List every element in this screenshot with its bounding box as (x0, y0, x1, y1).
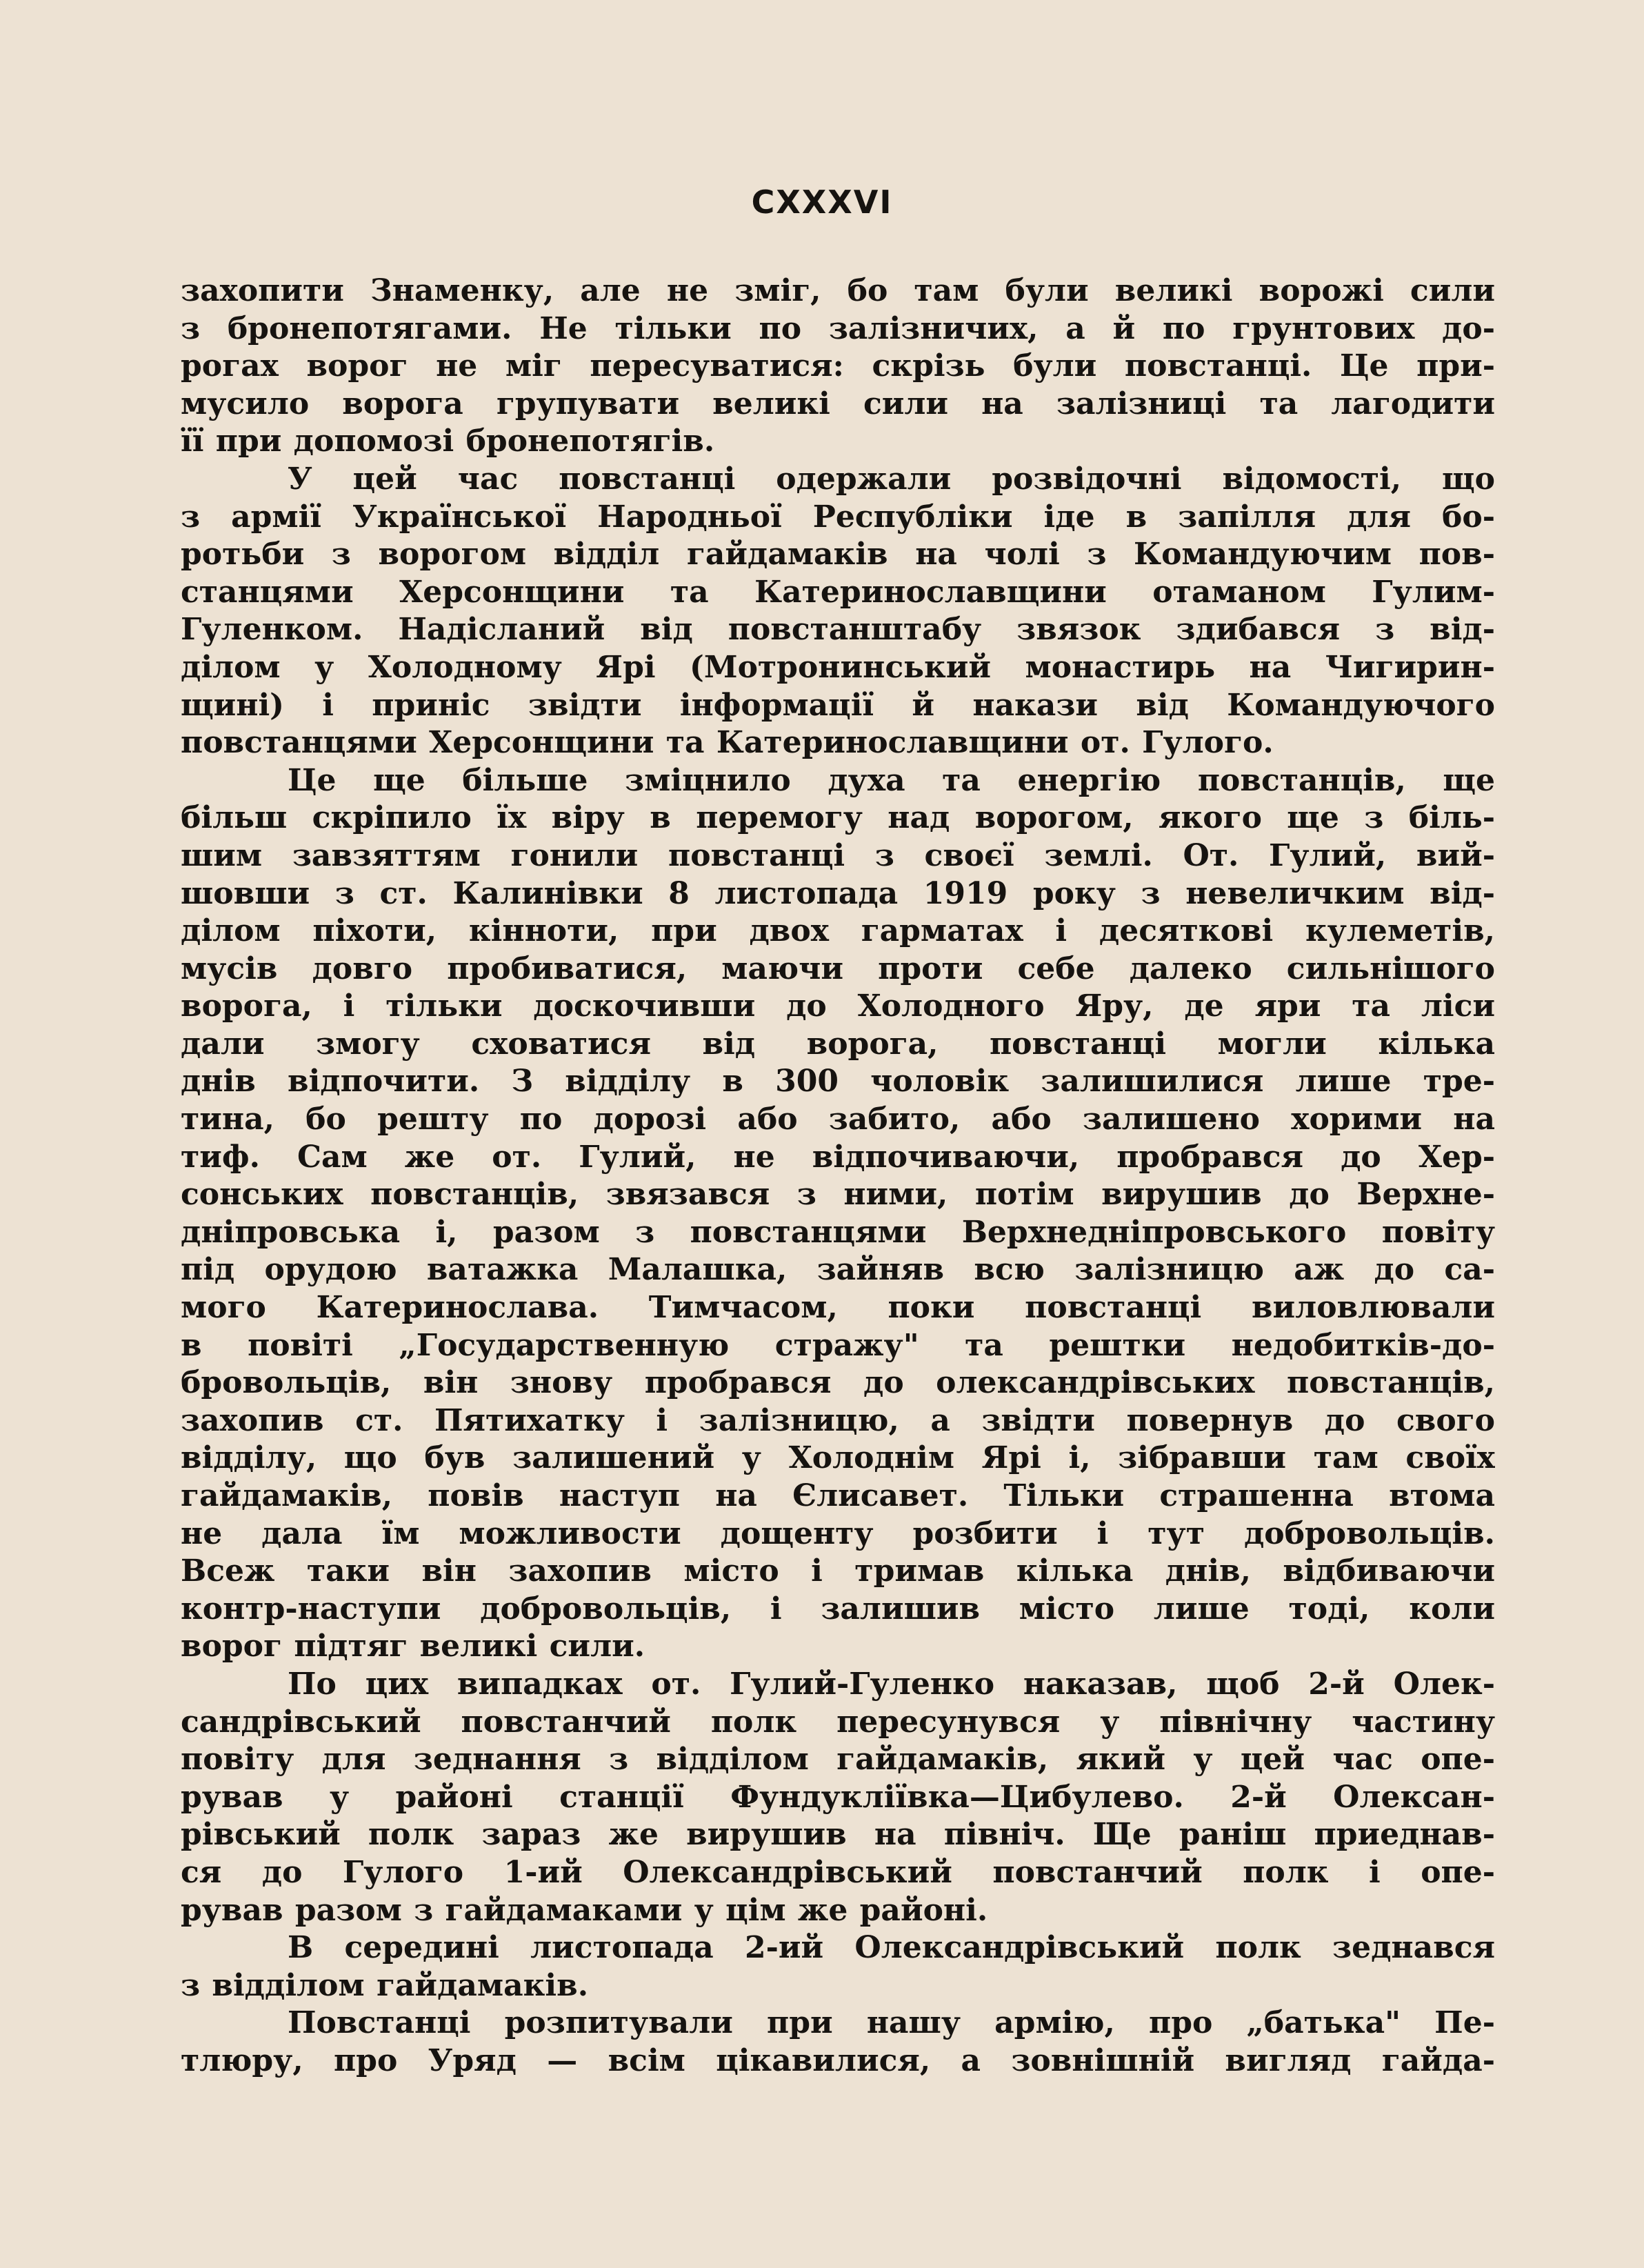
text-line: ворога, і тільки доскочивши до Холодного Яру, де яри та ліси (181, 988, 1495, 1024)
text-line: з відділом гайдамаків. (181, 1967, 589, 2003)
text-line: сандрівський повстанчий полк пересунувся у північну частину (181, 1704, 1495, 1740)
text-line: з бронепотягами. Не тільки по залізничих, а й по грунтових до- (181, 310, 1495, 346)
text-line: рував разом з гайдамаками у цім же районі. (181, 1892, 988, 1928)
text-line: під орудою ватажка Малашка, зайняв всю залізницю аж до са- (181, 1252, 1495, 1288)
text-line: станцями Херсонщини та Катеринославщини отаманом Гулим- (181, 574, 1495, 610)
text-line: дніпровська і, разом з повстанцями Верхнедніпровського повіту (181, 1214, 1495, 1250)
text-line: в повіті „Государственную стражу" та рештки недобитків-до- (181, 1327, 1495, 1363)
text-line: днів відпочити. З відділу в 300 чоловік залишилися лише тре- (181, 1064, 1495, 1100)
text-line: її при допомозі бронепотягів. (181, 424, 715, 459)
text-line: Гуленком. Надісланий від повстанштабу звязок здибався з від- (181, 612, 1495, 648)
text-line: мого Катеринослава. Тимчасом, поки повстанці виловлювали (181, 1290, 1495, 1326)
text-line: шим завзяттям гонили повстанці з своєї землі. От. Гулий, вий- (181, 837, 1495, 873)
text-line: рував у районі станції Фундукліївка—Цибулево. 2-й Олексан- (181, 1779, 1495, 1815)
text-line: ворог підтяг великі сили. (181, 1629, 645, 1664)
text-line: мусів довго пробиватися, маючи проти себе далеко сильнішого (181, 951, 1495, 986)
text-line: більш скріпило їх віру в перемогу над ворогом, якого ще з біль- (181, 800, 1495, 836)
text-line: тлюру, про Уряд — всім цікавилися, а зовнішній вигляд гайда- (181, 2042, 1495, 2078)
text-line: мусило ворога групувати великі сили на залізниці та лагодити (181, 386, 1495, 421)
page-number: CXXXVI (751, 183, 893, 221)
text-line: ділом у Холодному Ярі (Мотронинський монастирь на Чигирин- (181, 649, 1495, 685)
text-line: ся до Гулого 1-ий Олександрівський повстанчий полк і опе- (181, 1854, 1495, 1890)
text-line: з армії Української Народньої Республіки іде в запілля для бо- (181, 499, 1495, 535)
text-line: контр-наступи добровольців, і залишив місто лише тоді, коли (181, 1591, 1495, 1627)
text-line: Повстанці розпитували при нашу армію, про „батька" Пе- (288, 2005, 1495, 2041)
text-line: Це ще більше зміцнило духа та енергію повстанців, ще (288, 762, 1495, 798)
text-line: В середині листопада 2-ий Олександрівський полк зеднався (288, 1930, 1495, 1966)
text-line: щині) і приніс звідти інформації й накази від Командуючого (181, 687, 1495, 723)
text-line: не дала їм можливости дощенту розбити і тут добровольців. (181, 1515, 1495, 1551)
text-line: сонських повстанців, звязався з ними, потім вирушив до Верхне- (181, 1177, 1495, 1213)
text-line: дали змогу сховатися від ворога, повстанці могли кілька (181, 1026, 1495, 1062)
text-line: рогах ворог не міг пересуватися: скрізь були повстанці. Це при- (181, 348, 1495, 384)
text-line: захопив ст. Пятихатку і залізницю, а звідти повернув до свого (181, 1402, 1495, 1438)
text-line: захопити Знаменку, але не зміг, бо там були великі ворожі сили (181, 273, 1495, 308)
text-line: повстанцями Херсонщини та Катеринославщини от. Гулого. (181, 725, 1274, 761)
text-line: тиф. Сам же от. Гулий, не відпочиваючи, пробрався до Хер- (181, 1139, 1495, 1175)
text-line: рівський полк зараз же вирушив на північ. Ще раніш приеднав- (181, 1817, 1495, 1853)
text-line: ділом піхоти, кінноти, при двох гарматах і десяткові кулеметів, (181, 913, 1495, 949)
text-line: тина, бо решту по дорозі або забито, або залишено хорими на (181, 1102, 1495, 1137)
text-line: повіту для зеднання з відділом гайдамаків, який у цей час опе- (181, 1742, 1495, 1778)
text-line: гайдамаків, повів наступ на Єлисавет. Тільки страшенна втома (181, 1478, 1495, 1513)
body-text (181, 272, 1495, 2080)
text-line: відділу, що був залишений у Холоднім Ярі і, зібравши там своїх (181, 1440, 1495, 1476)
text-line: бровольців, він знову пробрався до олександрівських повстанців, (181, 1365, 1495, 1401)
text-line: По цих випадках от. Гулий-Гуленко наказав, щоб 2-й Олек- (288, 1666, 1495, 1702)
text-line: ротьби з ворогом відділ гайдамаків на чолі з Командуючим пов- (181, 537, 1495, 573)
text-line: Всеж таки він захопив місто і тримав кілька днів, відбиваючи (181, 1553, 1495, 1589)
text-line: У цей час повстанці одержали розвідочні відомості, що (288, 461, 1495, 497)
text-line: шовши з ст. Калинівки 8 листопада 1919 року з невеличким від- (181, 875, 1495, 911)
